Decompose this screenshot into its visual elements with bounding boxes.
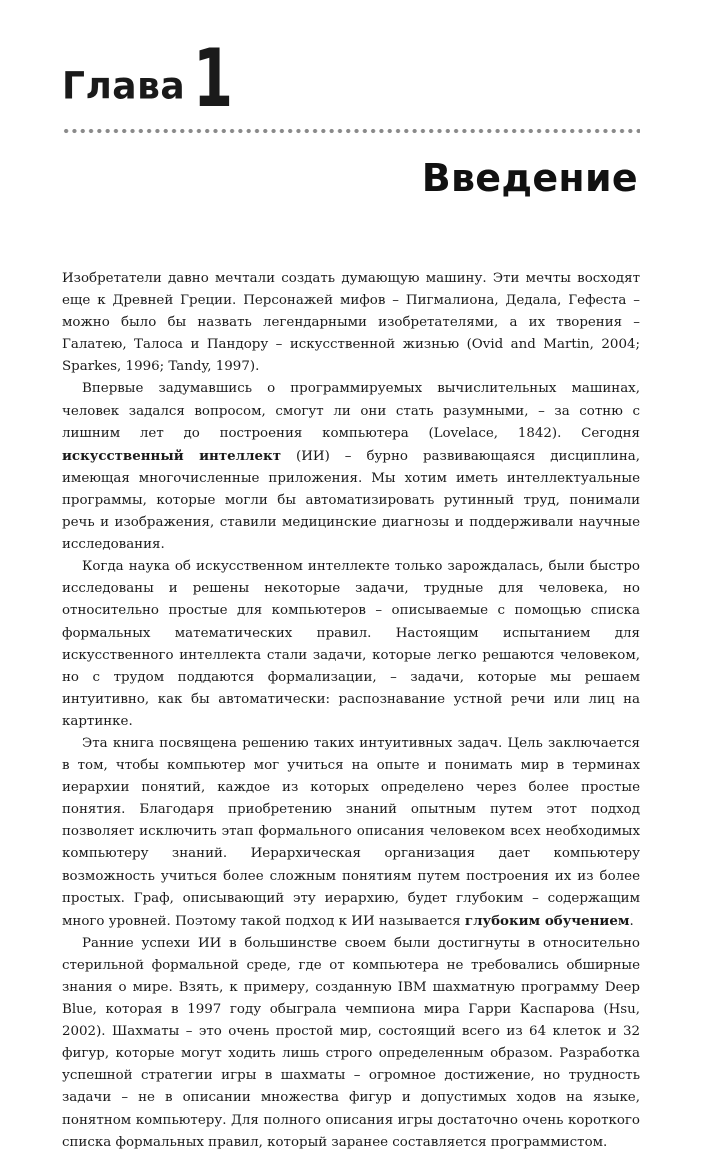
text-run: Изобретатели давно мечтали создать думающую машину. Эти мечты восходят еще к Древней Греции. Персонажей мифов – Пигмалиона, Дедала, Гефеста – можно было бы назвать легендарными изобретателями, а их творения – Галатею, Талоса и Пандору – искусственной жизнью (Ovid and Martin, 2004; Sparkes, 1996; Tandy, 1997). xyxy=(62,271,640,375)
chapter-label xyxy=(62,32,249,125)
paragraph xyxy=(62,933,640,1154)
key-term: глубоким обучением xyxy=(464,912,630,929)
chapter-number: 1 xyxy=(193,32,234,125)
paragraph xyxy=(62,378,640,556)
text-run: (ИИ) – бурно развивающаяся дисциплина, имеющая многочисленные приложения. Мы хотим иметь интеллектуальные программы, которые могли бы автоматизировать рутинный труд, понимали речь и изображения, ставили медицинские диагнозы и поддерживали научные исследования. xyxy=(62,448,641,553)
text-run: Эта книга посвящена решению таких интуитивных задач. Цель заключается в том, чтобы компьютер мог учиться на опыте и понимать мир в терминах иерархии понятий, каждое из которых определено через более простые понятия. Благодаря приобретению знаний опытным путем этот подход позволяет исключить этап формального описания человеком всех необходимых компьютеру знаний. Иерархическая организация дает компьютеру возможность учиться более сложным понятиям путем построения их из более простых. Граф, описывающий эту иерархию, будет глубоким – содержащим много уровней. Поэтому такой подход к ИИ называется xyxy=(62,735,640,929)
text-run: . xyxy=(629,913,634,929)
body-text xyxy=(62,268,640,1154)
paragraph xyxy=(62,556,640,733)
text-run: Впервые задумавшись о программируемых вычислительных машинах, человек задался вопросом, смогут ли они стать разумными, – за сотню с лишним лет до построения компьютера (Lovelace, 1842). Сегодня xyxy=(62,381,640,441)
paragraph xyxy=(62,268,640,378)
dotted-divider xyxy=(62,128,640,134)
text-run: Когда наука об искусственном интеллекте только зарождалась, были быстро исследованы и решены некоторые задачи, трудные для человека, но относительно простые для компьютеров – описываемые с помощью списка формальных математических правил. Настоящим испытанием для искусственного интеллекта стали задачи, которые легко решаются человеком, но с трудом поддаются формализации, – задачи, которые мы решаем интуитивно, как бы автоматически: распознавание устной речи или лиц на картинке. xyxy=(62,559,640,729)
key-term: искусственный интеллект xyxy=(62,447,282,464)
chapter-title: Введение xyxy=(421,156,638,200)
paragraph xyxy=(62,733,640,933)
chapter-word: Глава xyxy=(62,65,186,109)
text-run: Ранние успехи ИИ в большинстве своем были достигнуты в относительно стерильной формальной среде, где от компьютера не требовались обширные знания о мире. Взять, к примеру, созданную IBM шахматную программу Deep Blue, которая в 1997 году обыграла чемпиона мира Гарри Каспарова (Hsu, 2002). Шахматы – это очень простой мир, состоящий всего из 64 клеток и 32 фигур, которые могут ходить лишь строго определенным образом. Разработка успешной стратегии игры в шахматы – огромное достижение, но трудность задачи – не в описании множества фигур и допустимых ходов на языке, понятном компьютеру. Для полного описания игры достаточно очень короткого списка формальных правил, который заранее составляется программистом. xyxy=(62,935,640,1150)
